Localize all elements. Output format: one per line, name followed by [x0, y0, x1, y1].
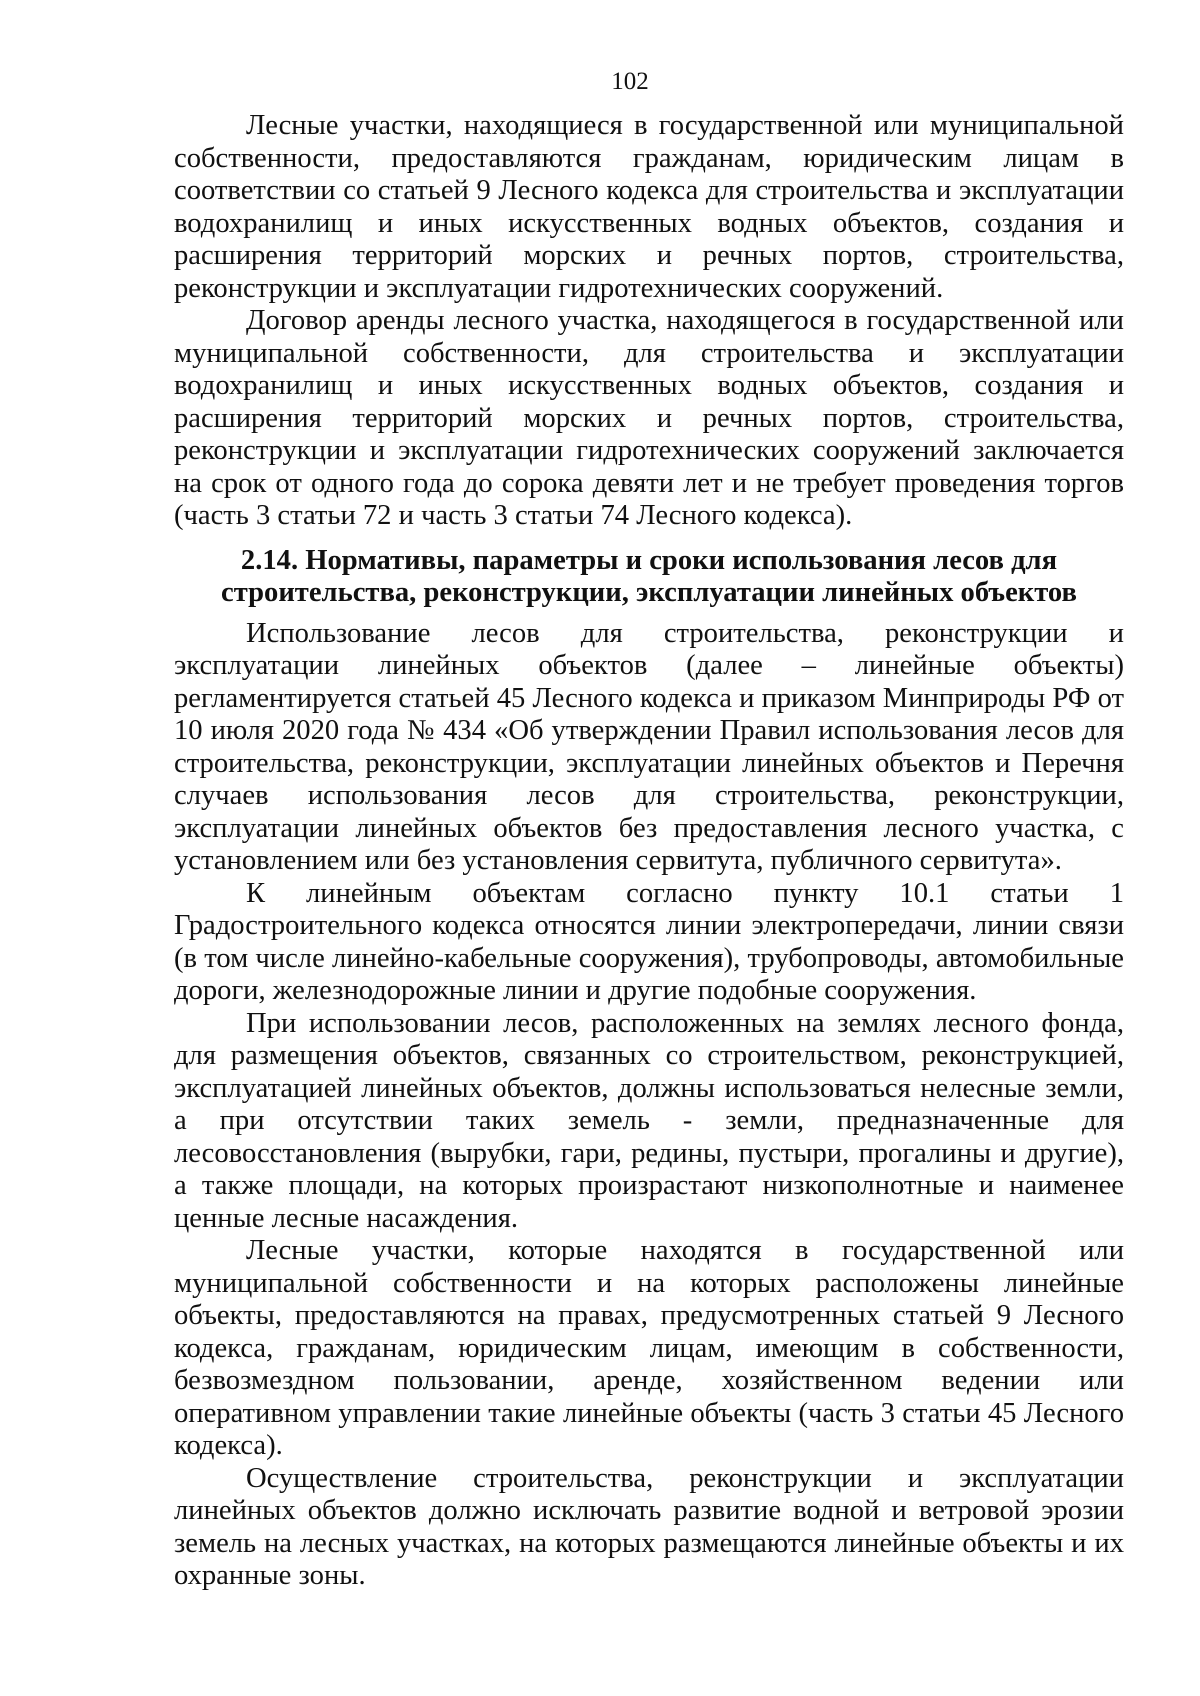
page-content — [174, 110, 1124, 1593]
section-heading: 2.14. Нормативы, параметры и сроки использования лесов для строительства, реконструкции, эксплуатации линейных объектов — [221, 544, 1077, 608]
paragraph-lease-agreement: Договор аренды лесного участка, находящегося в государственной или муниципальной собственности, для строительства и эксплуатации водохранилищ и иных искусственных водных объектов, создания и расширения территорий морских и речных портов, строительства, реконструкции и эксплуатации гидротехнических сооружений заключается на срок от одного года до сорока девяти лет и не требует проведения торгов (часть 3 статьи 72 и часть 3 статьи 74 Лесного кодекса). — [174, 305, 1124, 531]
paragraph-linear-objects-regulation: Использование лесов для строительства, реконструкции и эксплуатации линейных объектов (далее – линейные объекты) регламентируется статьей 45 Лесного кодекса и приказом Минприроды РФ от 10 июля 2020 года № 434 «Об утверждении Правил использования лесов для строительства, реконструкции, эксплуатации линейных объектов и Перечня случаев использования лесов для строительства, реконструкции, эксплуатации линейных объектов без предоставления лесного участка, с установлением или без установления сервитута, публичного сервитута». — [174, 617, 1124, 876]
paragraph-linear-objects-definition: К линейным объектам согласно пункту 10.1 статьи 1 Градостроительного кодекса относятся линии электропередачи, линии связи (в том числе линейно-кабельные сооружения), трубопроводы, автомобильные дороги, железнодорожные линии и другие подобные сооружения. — [174, 877, 1124, 1006]
paragraph-plot-rights: Лесные участки, которые находятся в государственной или муниципальной собственности и на которых расположены линейные объекты, предоставляются на правах, предусмотренных статьей 9 Лесного кодекса, гражданам, юридическим лицам, имеющим в собственности, безвозмездном пользовании, аренде, хозяйственном ведении или оперативном управлении такие линейные объекты (часть 3 статьи 45 Лесного кодекса). — [174, 1235, 1124, 1461]
paragraph-forest-plots-provision: Лесные участки, находящиеся в государственной или муниципальной собственности, предоставляются гражданам, юридическим лицам в соответствии со статьей 9 Лесного кодекса для строительства и эксплуатации водохранилищ и иных искусственных водных объектов, создания и расширения территорий морских и речных портов, строительства, реконструкции и эксплуатации гидротехнических сооружений. — [174, 110, 1124, 304]
paragraph-land-use-priority: При использовании лесов, расположенных на землях лесного фонда, для размещения объектов, связанных со строительством, реконструкцией, эксплуатацией линейных объектов, должны использоваться нелесные земли, а при отсутствии таких земель - земли, предназначенные для лесовосстановления (вырубки, гари, редины, пустыри, прогалины и другие), а также площади, на которых произрастают низкополнотные и наименее ценные лесные насаждения. — [174, 1007, 1124, 1234]
paragraph-erosion-prevention: Осуществление строительства, реконструкции и эксплуатации линейных объектов должно исключать развитие водной и ветровой эрозии земель на лесных участках, на которых размещаются линейные объекты и их охранные зоны. — [174, 1462, 1124, 1591]
page-number: 102 — [611, 68, 649, 95]
